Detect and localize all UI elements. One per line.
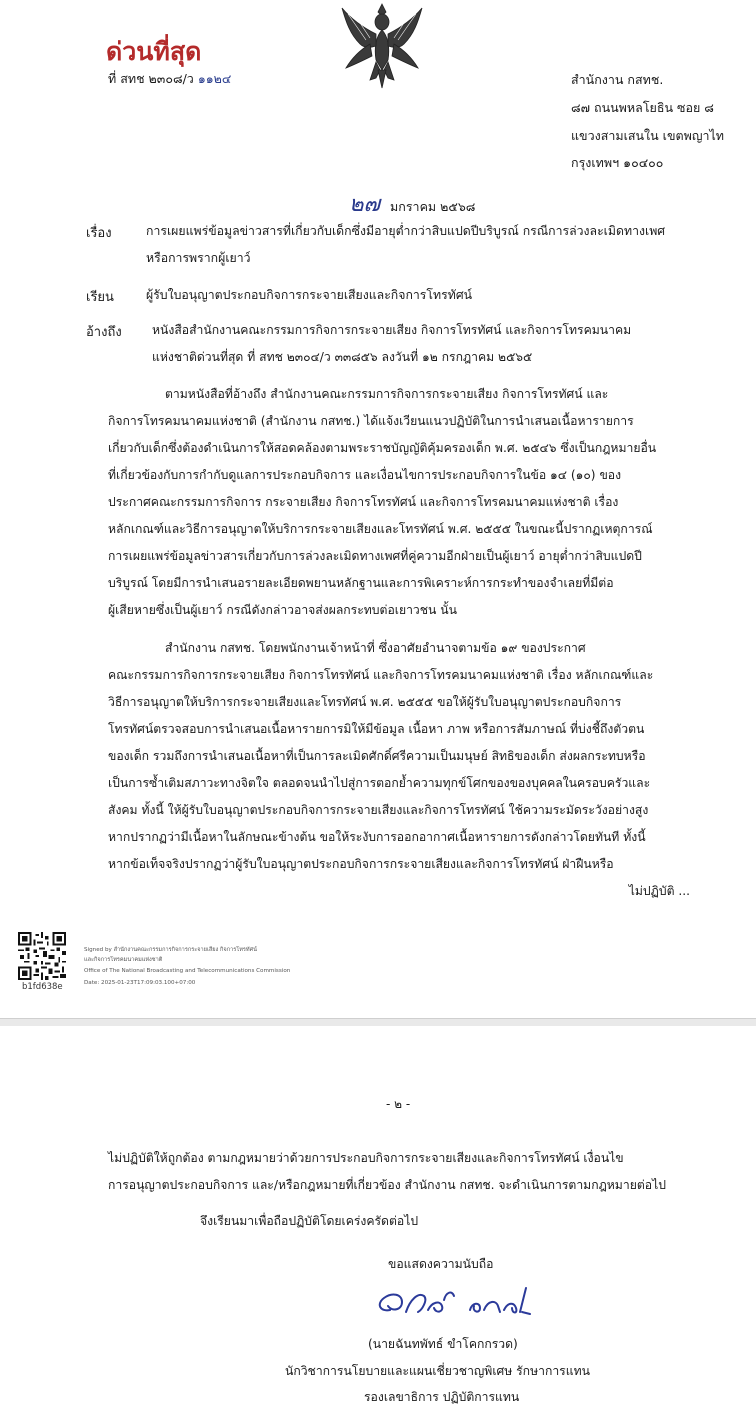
signer-title: นักวิชาการนโยบายและแผนเชี่ยวชาญพิเศษ รักษาการแทน	[285, 1364, 590, 1378]
paragraph-2-line: โทรทัศน์ตรวจสอบการนำเสนอเนื้อหารายการมิให้มีข้อมูล เนื้อหา ภาพ หรือการสัมภาษณ์ ที่บ่งชี้ถึงตัวตน	[108, 722, 645, 736]
subject-line: หรือการพรากผู้เยาว์	[146, 251, 251, 265]
reference-line: แห่งชาติด่วนที่สุด ที่ สทช ๒๓๐๔/ว ๓๓๘๕๖ ลงวันที่ ๑๒ กรกฎาคม ๒๕๖๕	[152, 350, 533, 364]
sender-address-line: กรุงเทพฯ ๑๐๔๐๐	[571, 155, 664, 170]
signer-title-2: รองเลขาธิการ ปฏิบัติการแทน	[364, 1390, 520, 1404]
paragraph-2-line: เป็นการซ้ำเติมสภาวะทางจิตใจ ตลอดจนนำไปสู่การตอกย้ำความทุกข์โศกของของบุคคลในครอบครัวและ	[108, 776, 651, 790]
paragraph-1-line: การเผยแพร่ข้อมูลข่าวสารเกี่ยวกับการล่วงละเมิดทางเพศที่คู่ความอีกฝ่ายเป็นผู้เยาว์ อายุต่ำกว่าสิบแปดปี	[108, 549, 642, 563]
signer-name: (นายฉันทพัทธ์ ขำโคกกรวด)	[368, 1337, 518, 1351]
digital-signature-line: Date: 2025-01-23T17:09:03.100+07:00	[84, 980, 196, 986]
paragraph-1-line: ผู้เสียหายซึ่งเป็นผู้เยาว์ กรณีดังกล่าวอาจส่งผลกระทบต่อเยาวชน นั้น	[108, 603, 457, 617]
recipient-label: เรียน	[86, 290, 114, 305]
paragraph-1-line: หลักเกณฑ์และวิธีการอนุญาตให้บริการกระจายเสียงและโทรทัศน์ พ.ศ. ๒๕๕๕ ในขณะนี้ปรากฏเหตุการณ์	[108, 522, 653, 536]
continuation-text: ไม่ปฏิบัติ ...	[628, 884, 690, 898]
page-2-paragraph-line: ไม่ปฏิบัติให้ถูกต้อง ตามกฎหมายว่าด้วยการประกอบกิจการกระจายเสียงและกิจการโทรทัศน์ เงื่อนไข	[108, 1151, 624, 1165]
document-number-value: ๑๑๒๔	[197, 71, 232, 86]
date-day: ๒๗	[349, 192, 381, 217]
subject-label: เรื่อง	[86, 226, 112, 241]
document-date	[349, 186, 475, 221]
reference-label: อ้างถึง	[86, 325, 122, 340]
closing-text: ขอแสดงความนับถือ	[388, 1257, 494, 1271]
sender-address-line: ๘๗ ถนนพหลโยธิน ซอย ๘	[571, 100, 714, 115]
handwritten-signature-icon	[372, 1282, 542, 1322]
paragraph-1-line: เกี่ยวกับเด็กซึ่งต้องดำเนินการให้สอดคล้องตามพระราชบัญญัติคุ้มครองเด็ก พ.ศ. ๒๕๔๖ ซึ่งเป็นกฎหมายอื่น	[108, 441, 657, 455]
paragraph-1-line: บริบูรณ์ โดยมีการนำเสนอรายละเอียดพยานหลักฐานและการพิเคราะห์การกระทำของจำเลยที่มีต่อ	[108, 576, 614, 590]
garuda-emblem-icon	[336, 0, 428, 90]
paragraph-1-line: กิจการโทรคมนาคมแห่งชาติ (สำนักงาน กสทช.) ได้แจ้งเวียนแนวปฏิบัติในการนำเสนอเนื้อหารายการ	[108, 414, 634, 428]
paragraph-1-line: ตามหนังสือที่อ้างถึง สำนักงานคณะกรรมการกิจการกระจายเสียง กิจการโทรทัศน์ และ	[165, 387, 609, 401]
paragraph-2-line: สำนักงาน กสทช. โดยพนักงานเจ้าหน้าที่ ซึ่งอาศัยอำนาจตามข้อ ๑๙ ของประกาศ	[165, 641, 586, 655]
page-2-paragraph-line: การอนุญาตประกอบกิจการ และ/หรือกฎหมายที่เกี่ยวข้อง สำนักงาน กสทช. จะดำเนินการตามกฎหมายต่อไป	[108, 1178, 666, 1192]
paragraph-2-line: ของเด็ก รวมถึงการนำเสนอเนื้อหาที่เป็นการละเมิดศักดิ์ศรีความเป็นมนุษย์ สิทธิของเด็ก ส่งผลกระทบหรือ	[108, 749, 646, 763]
paragraph-2-line: หากข้อเท็จจริงปรากฏว่าผู้รับใบอนุญาตประกอบกิจการกระจายเสียงและกิจการโทรทัศน์ ฝ่าฝืนหรือ	[108, 857, 614, 871]
document-number	[108, 69, 231, 89]
document-number-prefix: ที่ สทช ๒๓๐๘/ว	[108, 71, 194, 86]
paragraph-1-line: ประกาศคณะกรรมการกิจการ กระจายเสียง กิจการโทรทัศน์ และกิจการโทรคมนาคมแห่งชาติ เรื่อง	[108, 495, 619, 509]
reference-line: หนังสือสำนักงานคณะกรรมการกิจการกระจายเสียง กิจการโทรทัศน์ และกิจการโทรคมนาคม	[152, 323, 632, 337]
paragraph-1-line: ที่เกี่ยวข้องกับการกำกับดูแลการประกอบกิจการ และเงื่อนไขการประกอบกิจการในข้อ ๑๔ (๑๐) ของ	[108, 468, 622, 482]
paragraph-2-line: คณะกรรมการกิจการกระจายเสียง กิจการโทรทัศน์ และกิจการโทรคมนาคมแห่งชาติ เรื่อง หลักเกณฑ์และ	[108, 668, 654, 682]
signature-hash: b1fd638e	[22, 982, 63, 992]
digital-signature-line: Office of The National Broadcasting and Telecommunications Commission	[84, 968, 291, 974]
recipient-text: ผู้รับใบอนุญาตประกอบกิจการกระจายเสียงและกิจการโทรทัศน์	[146, 288, 473, 302]
subject-line: การเผยแพร่ข้อมูลข่าวสารที่เกี่ยวกับเด็กซึ่งมีอายุต่ำกว่าสิบแปดปีบริบูรณ์ กรณีการล่วงละเมิดทางเพศ	[146, 224, 666, 238]
date-month-year: มกราคม ๒๕๖๘	[390, 199, 476, 214]
digital-signature-line: และกิจการโทรคมนาคมแห่งชาติ	[84, 957, 163, 963]
sender-address-line: สำนักงาน กสทช.	[571, 72, 664, 87]
request-text: จึงเรียนมาเพื่อถือปฏิบัติโดยเคร่งครัดต่อไป	[200, 1214, 419, 1228]
sender-address-line: แขวงสามเสนใน เขตพญาไท	[571, 128, 725, 143]
urgency-label: ด่วนที่สุด	[106, 37, 202, 66]
digital-signature-line: Signed by สำนักงานคณะกรรมการกิจการกระจายเสียง กิจการโทรทัศน์	[84, 947, 257, 953]
qr-code-icon	[18, 932, 66, 980]
page-number: - ๒ -	[386, 1097, 411, 1111]
paragraph-2-line: วิธีการอนุญาตให้บริการกระจายเสียงและโทรทัศน์ พ.ศ. ๒๕๕๕ ขอให้ผู้รับใบอนุญาตประกอบกิจการ	[108, 695, 622, 709]
paragraph-2-line: หากปรากฏว่ามีเนื้อหาในลักษณะข้างต้น ขอให้ระงับการออกอากาศเนื้อหารายการดังกล่าวโดยทันที ทั้งนี้	[108, 830, 646, 844]
paragraph-2-line: สังคม ทั้งนี้ ให้ผู้รับใบอนุญาตประกอบกิจการกระจายเสียงและกิจการโทรทัศน์ ใช้ความระมัดระวังอย่างสูง	[108, 803, 649, 817]
